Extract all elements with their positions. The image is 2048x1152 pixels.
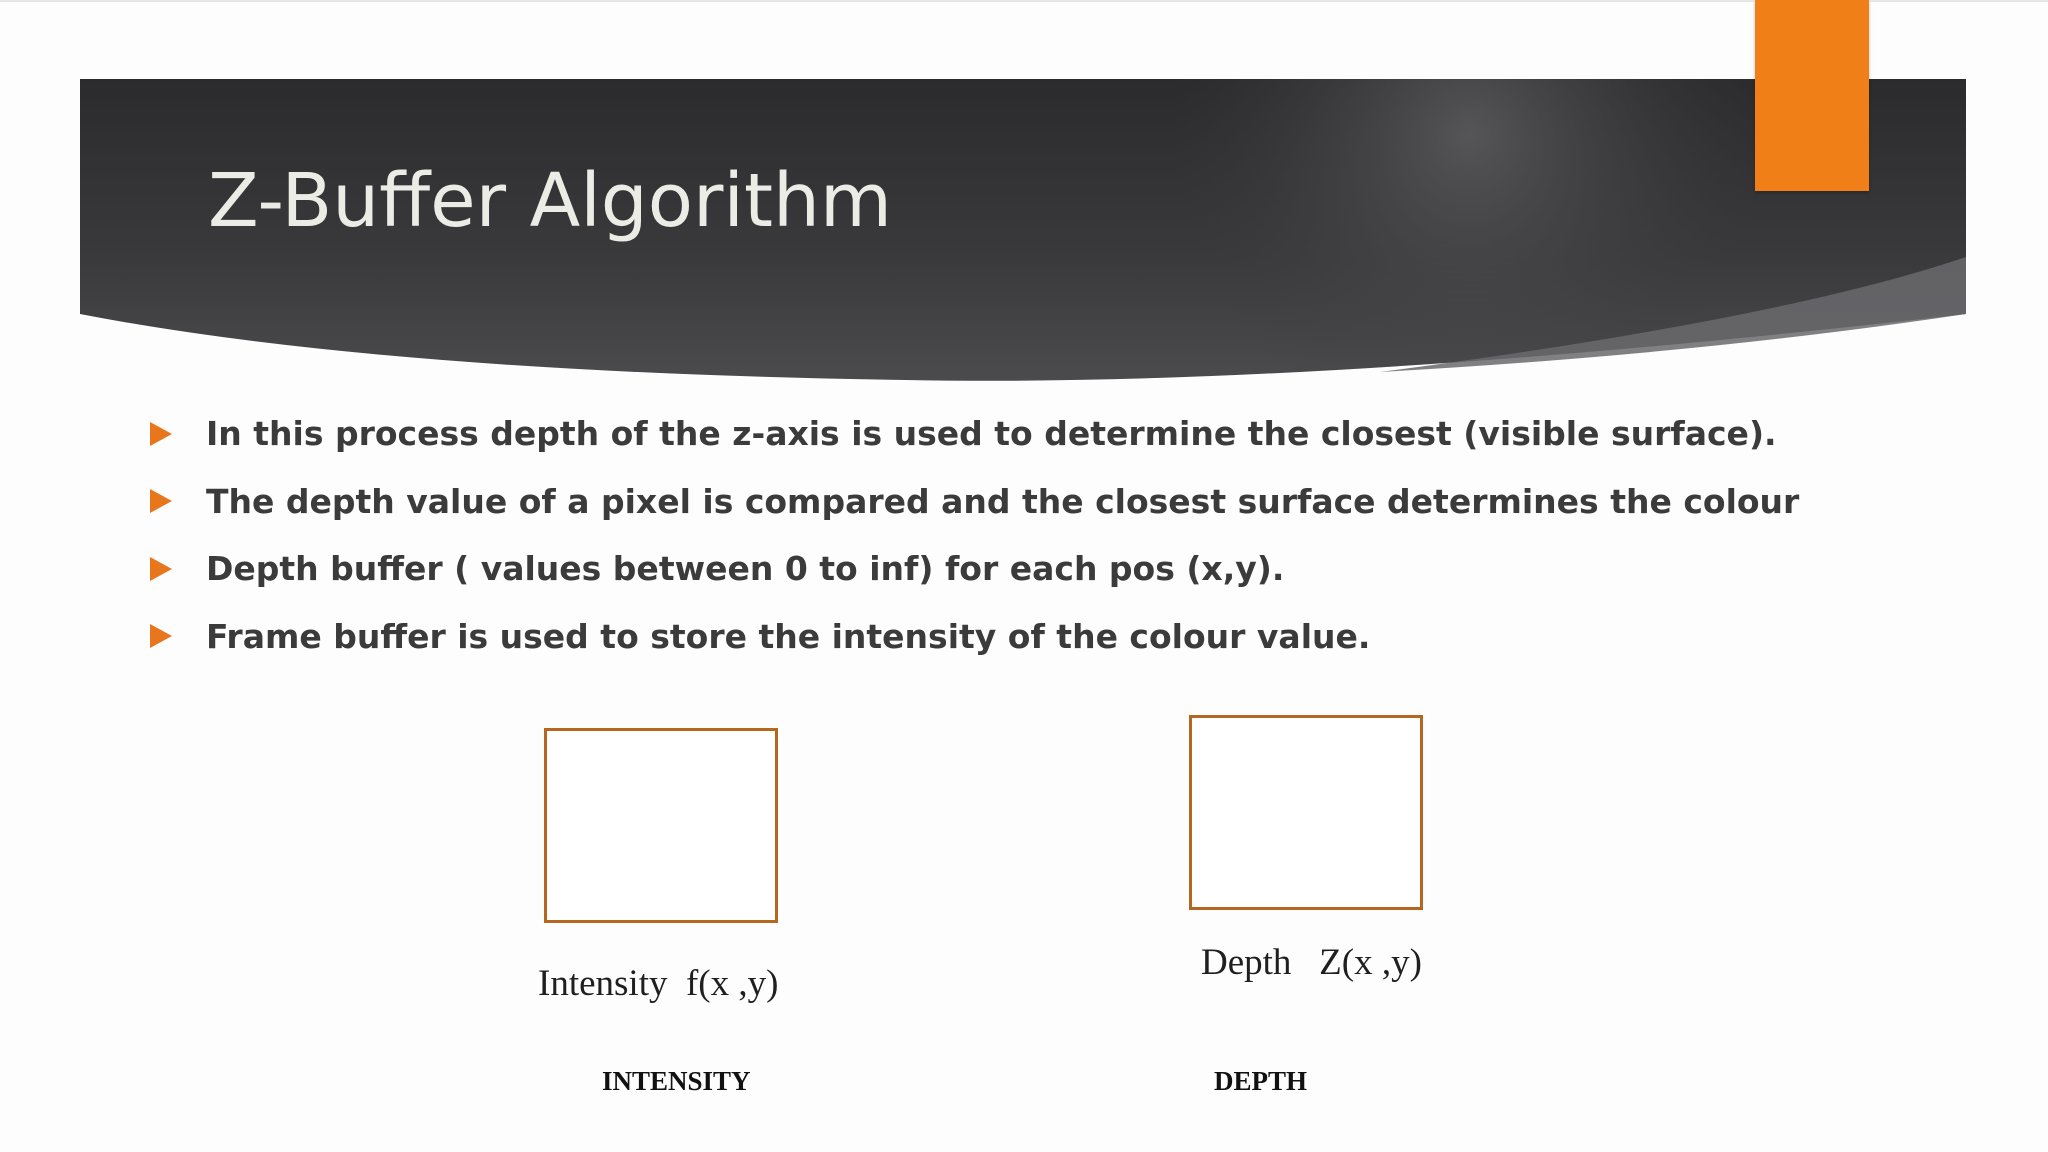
bullet-item [150,400,1870,468]
depth-caption: Depth Z(x ,y) [1201,942,1422,983]
bullet-text: Frame buffer is used to store the intensity of the colour value. [206,616,1371,656]
bullet-text: Depth buffer ( values between 0 to inf) for each pos (x,y). [206,549,1285,589]
bullet-text: In this process depth of the z-axis is used to determine the closest (visible surface). [206,414,1777,454]
intensity-label: INTENSITY [602,1066,751,1096]
triangle-right-icon [150,422,206,446]
triangle-right-icon [150,489,206,513]
bullet-text: The depth value of a pixel is compared and the closest surface determines the colour [206,481,1800,521]
intensity-buffer-box [544,728,778,923]
bullet-item [150,468,1870,536]
intensity-caption: Intensity f(x ,y) [538,963,779,1004]
bullet-list [150,400,1870,670]
slide-title: Z-Buffer Algorithm [208,158,892,244]
bullet-item [150,535,1870,603]
triangle-right-icon [150,624,206,648]
depth-label: DEPTH [1214,1066,1308,1096]
depth-buffer-box [1189,715,1423,910]
bullet-item [150,603,1870,671]
triangle-right-icon [150,557,206,581]
accent-tab [1755,0,1869,191]
